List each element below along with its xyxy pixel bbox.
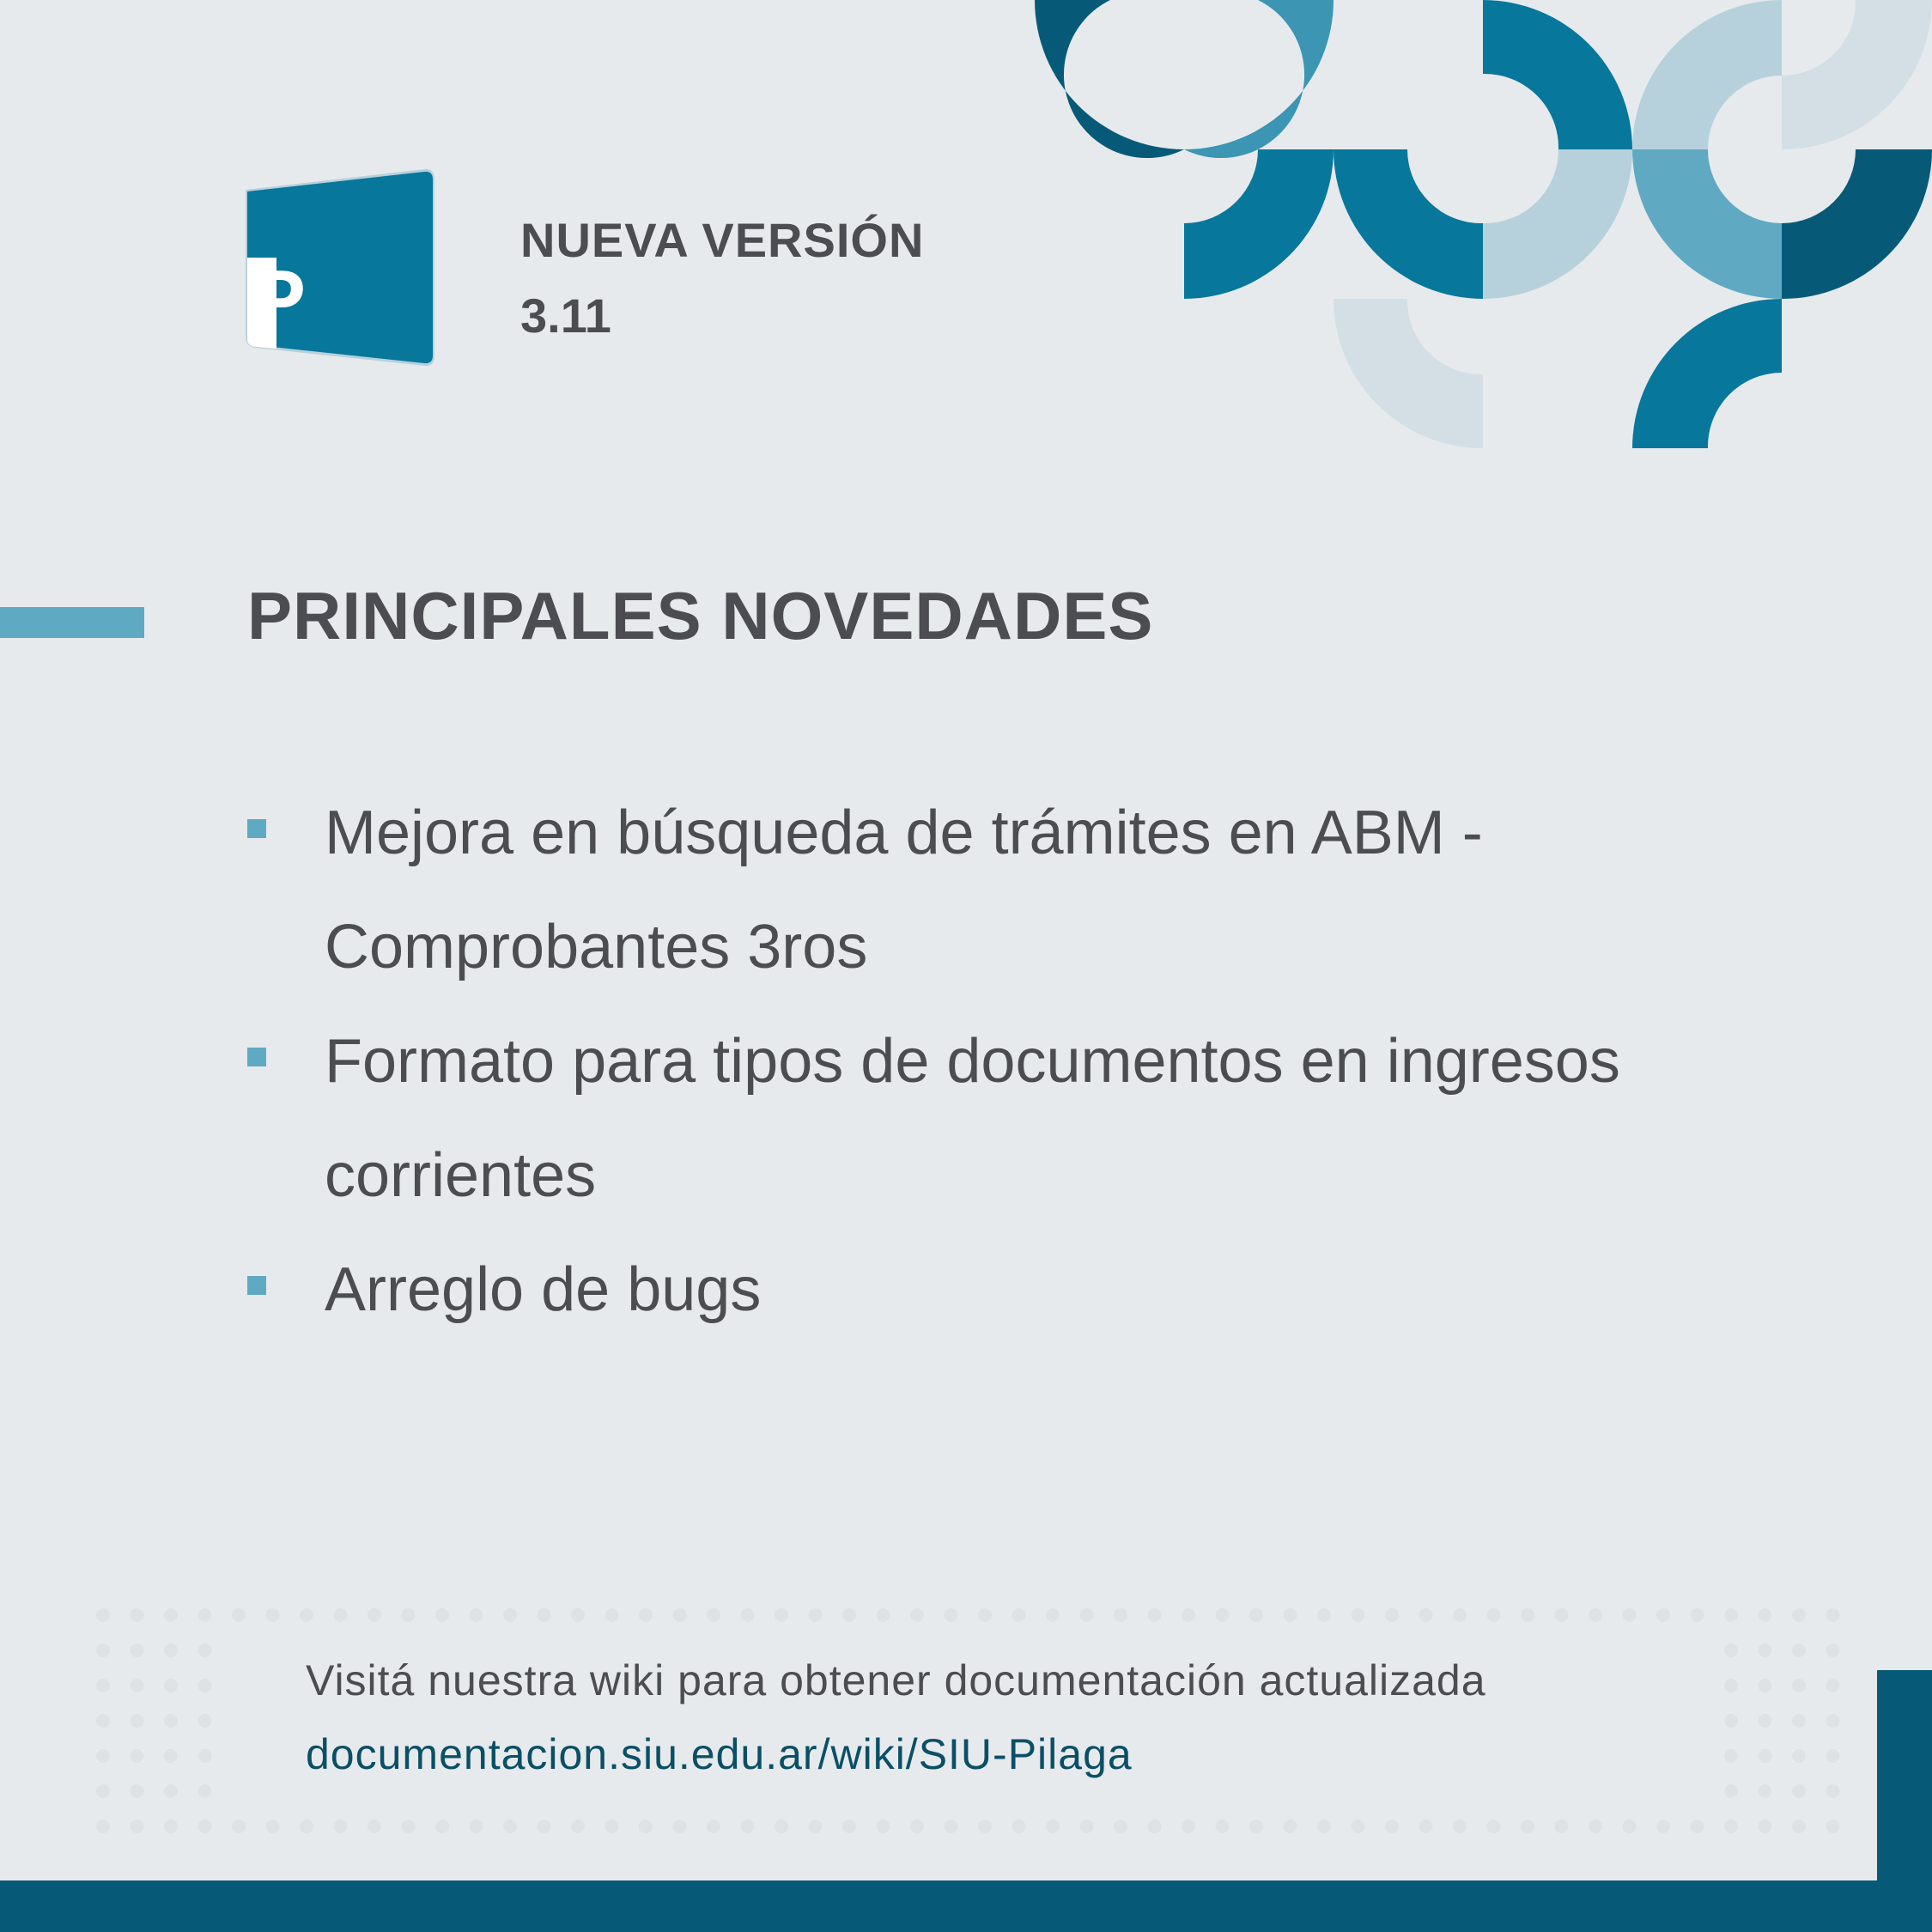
arc-segment [1632,299,1782,448]
feature-text: Formato para tipos de documentos en ingresos corrientes [325,1027,1620,1210]
logo-letter: P [251,253,307,345]
arc-segment [1035,0,1184,158]
feature-item [247,776,1707,1005]
feature-text: Mejora en búsqueda de trámites en ABM - Comprobantes 3ros [325,799,1483,981]
footer-text: Visitá nuestra wiki para obtener documentación actualizada [306,1656,1486,1704]
arc-segment [1184,149,1334,299]
feature-list [247,776,1707,1347]
arc-segment [1632,149,1782,299]
arc-segment [1334,299,1483,448]
wiki-link[interactable]: documentacion.siu.edu.ar/wiki/SIU-Pilaga [306,1730,1133,1778]
dotted-frame-pattern [86,1601,1846,1842]
bullet-square-icon [247,1048,266,1066]
bullet-square-icon [247,819,266,838]
decorative-arc-pattern [1035,0,1932,448]
arc-segment [1632,0,1782,149]
arc-segment [1184,0,1334,158]
section-title: PRINCIPALES NOVEDADES [247,578,1154,653]
frame-accent-vertical [1877,1670,1932,1880]
frame-accent-bottom [0,1880,1932,1932]
arc-segment [1782,0,1932,149]
arc-segment [1782,149,1932,299]
bullet-square-icon [247,1276,266,1295]
version-number: 3.11 [520,289,611,343]
feature-text: Arreglo de bugs [325,1255,762,1324]
feature-item [247,1005,1707,1233]
version-title: NUEVA VERSIÓN [520,213,925,267]
section-accent-bar [0,607,144,638]
feature-item [247,1233,1707,1347]
arc-segment [1483,149,1632,299]
arc-segment [1483,0,1632,149]
product-logo-icon [242,167,436,370]
arc-segment [1334,149,1483,299]
